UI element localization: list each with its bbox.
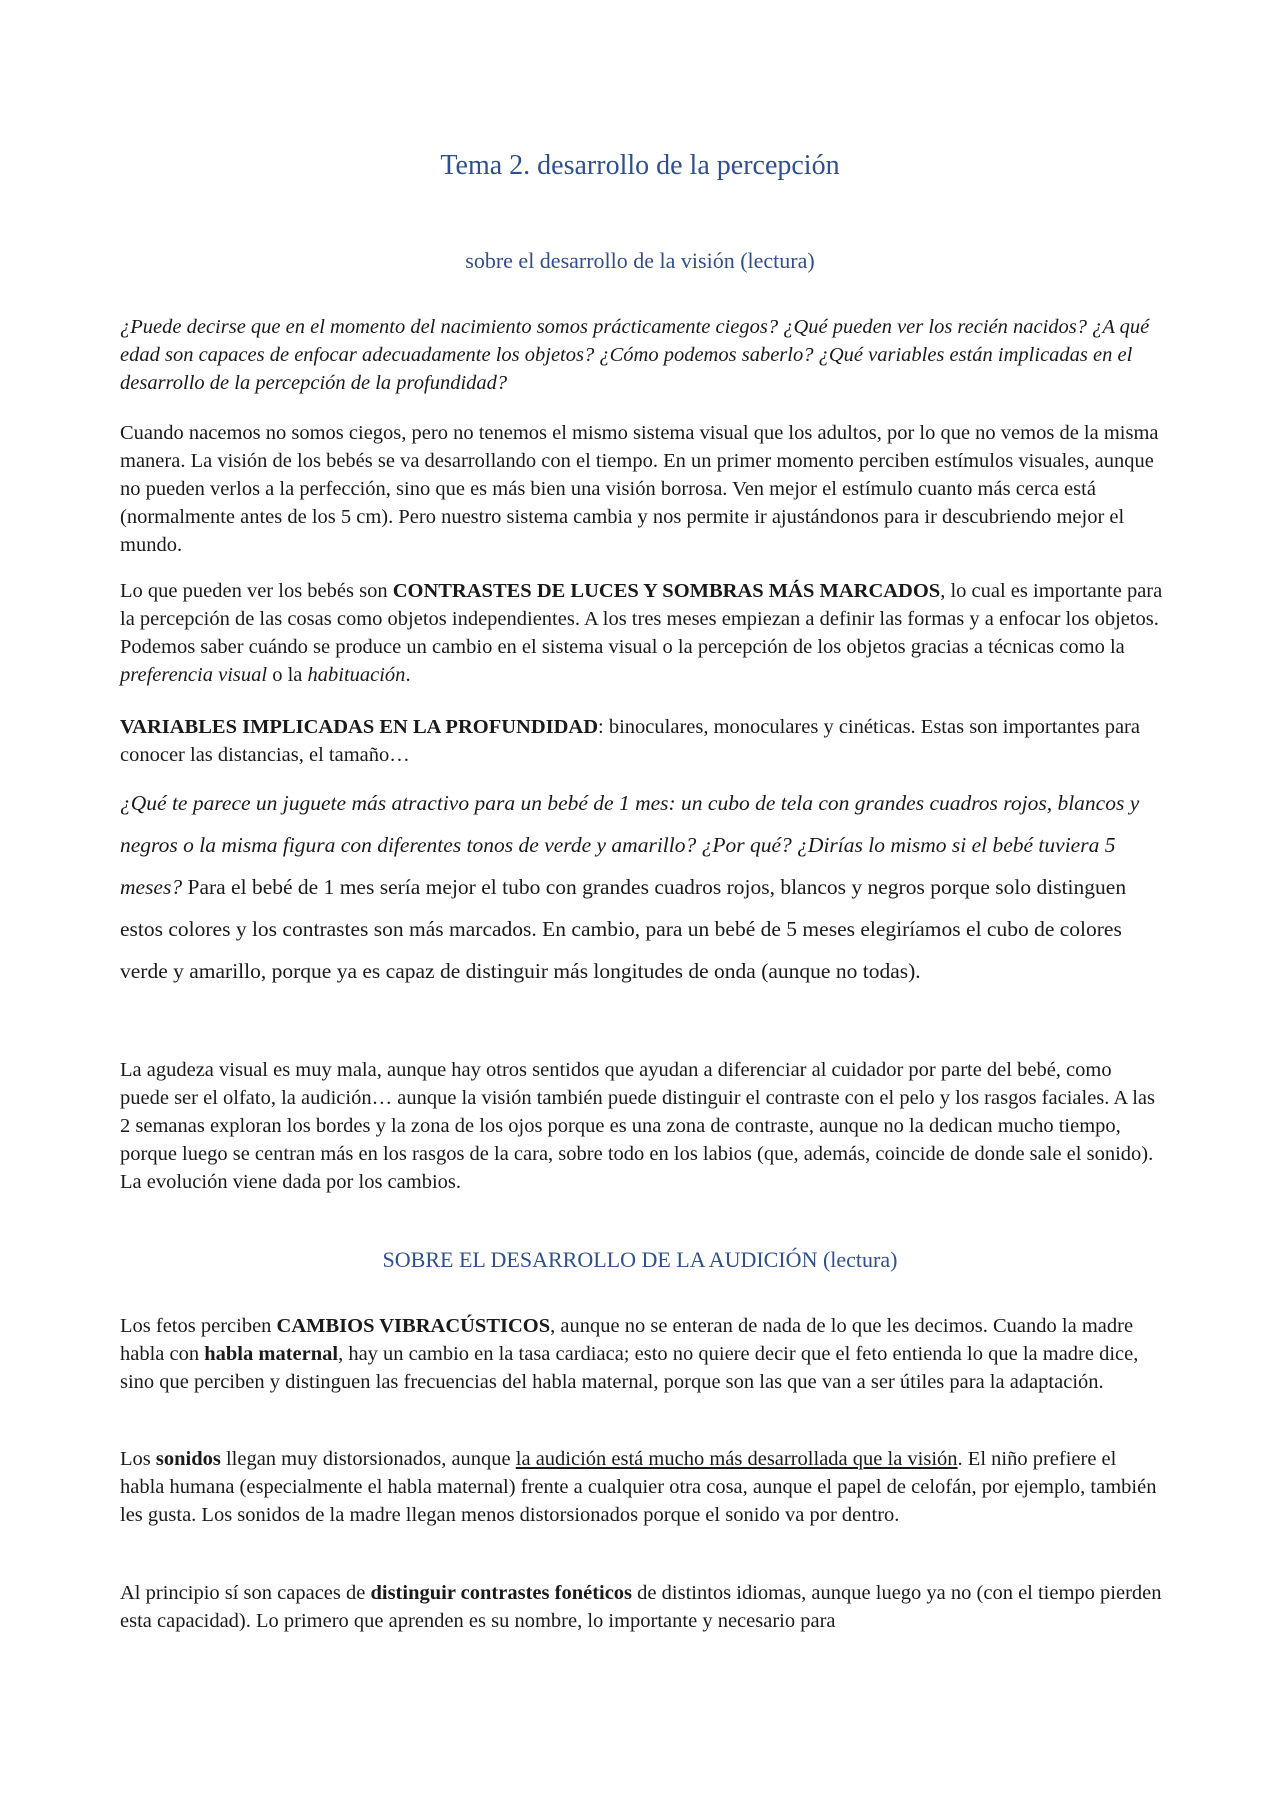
- text-run: o la: [267, 664, 308, 686]
- text-run: , aunque no se enteran de nada de lo que les decimos. Cuando la madre habla con: [120, 1315, 1134, 1365]
- text-run: : binoculares, monoculares y cinéticas. Estas son importantes para conocer las distancias, el tamaño…: [120, 716, 1140, 766]
- answer-text: Para el bebé de 1 mes sería mejor el tubo con grandes cuadros rojos, blancos y negros porque solo distinguen estos colores y los contrastes son más marcados. En cambio, para un bebé de 5 meses elegiríamos el cubo de colores verde y amarillo, porque ya es capaz de distinguir más longitudes de onda (aunque no todas).: [120, 875, 1127, 983]
- text-run: , lo cual es importante para la percepción de las cosas como objetos independientes. A los tres meses empiezan a definir las formas y a enfocar los objetos. Podemos saber cuándo se produce un cambio en el sistema visual o la percepción de los objetos gracias a técnicas como la: [120, 580, 1163, 658]
- bold-text: CAMBIOS VIBRACÚSTICOS: [276, 1315, 551, 1337]
- italic-text: habituación: [307, 664, 406, 686]
- section-heading-vision: sobre el desarrollo de la visión (lectura): [465, 248, 815, 273]
- underlined-text: la audición está mucho más desarrollada que la visión: [515, 1448, 958, 1470]
- text-run: Lo que pueden ver los bebés son: [120, 580, 393, 602]
- document-title: Tema 2. desarrollo de la percepción: [440, 150, 840, 181]
- audition-paragraph-2: [120, 1445, 1165, 1529]
- audition-paragraph-3: [120, 1579, 1165, 1635]
- vision-paragraph-1: Cuando nacemos no somos ciegos, pero no tenemos el mismo sistema visual que los adultos, por lo que no vemos de la misma manera. La visión de los bebés se va desarrollando con el tiempo. En un primer momento perciben estímulos visuales, aunque no pueden verlos a la perfección, sino que es más bien una visión borrosa. Ven mejor el estímulo cuanto más cerca está (normalmente antes de los 5 cm). Pero nuestro sistema cambia y nos permite ir ajustándonos para ir descubriendo mejor el mundo.: [120, 422, 1159, 556]
- text-run: Los fetos perciben: [120, 1315, 277, 1337]
- vision-questions: ¿Puede decirse que en el momento del nacimiento somos prácticamente ciegos? ¿Qué pueden ver los recién nacidos? ¿A qué edad son capaces de enfocar adecuadamente los objetos? ¿Cómo podemos saberlo? ¿Qué variables están implicadas en el desarrollo de la percepción de la profundidad?: [120, 316, 1150, 394]
- bold-text: distinguir contrastes fonéticos: [370, 1582, 633, 1604]
- bold-text: habla maternal: [204, 1343, 339, 1365]
- section-heading-audition: SOBRE EL DESARROLLO DE LA AUDICIÓN (lectura): [382, 1247, 898, 1272]
- vision-paragraph-5: La agudeza visual es muy mala, aunque hay otros sentidos que ayudan a diferenciar al cuidador por parte del bebé, como puede ser el olfato, la audición… aunque la visión también puede distinguir el contraste con el pelo y los rasgos faciales. A las 2 semanas exploran los bordes y la zona de los ojos porque es una zona de contraste, aunque no la dedican mucho tiempo, porque luego se centran más en los rasgos de la cara, sobre todo en los labios (que, además, coincide de donde sale el sonido). La evolución viene dada por los cambios.: [120, 1059, 1155, 1193]
- vision-paragraph-3: [120, 713, 1165, 769]
- text-run: . El niño prefiere el habla humana (especialmente el habla maternal) frente a cualquier otra cosa, aunque el papel de celofán, por ejemplo, también les gusta. Los sonidos de la madre llegan menos distorsionados porque el sonido va por dentro.: [120, 1448, 1157, 1526]
- italic-text: preferencia visual: [120, 664, 268, 686]
- bold-text: VARIABLES IMPLICADAS EN LA PROFUNDIDAD: [120, 716, 599, 738]
- text-run: de distintos idiomas, aunque luego ya no (con el tiempo pierden esta capacidad). Lo primero que aprenden es su nombre, lo importante y necesario para: [120, 1582, 1162, 1632]
- italic-question: ¿Qué te parece un juguete más atractivo para un bebé de 1 mes: un cubo de tela con grandes cuadros rojos, blancos y negros o la misma figura con diferentes tonos de verde y amarillo? ¿Por qué? ¿Dirías lo mismo si el bebé tuviera 5 meses?: [120, 791, 1140, 899]
- bold-text: sonidos: [155, 1448, 221, 1470]
- text-run: Los: [120, 1448, 156, 1470]
- text-run: Al principio sí son capaces de: [120, 1582, 371, 1604]
- bold-text: CONTRASTES DE LUCES Y SOMBRAS MÁS MARCADOS: [392, 580, 941, 602]
- text-run: llegan muy distorsionados, aunque: [220, 1448, 516, 1470]
- vision-paragraph-2: [120, 577, 1165, 689]
- text-run: , hay un cambio en la tasa cardiaca; esto no quiere decir que el feto entienda lo que la madre dice, sino que perciben y distinguen las frecuencias del habla maternal, porque son las que van a ser útiles para la adaptación.: [120, 1343, 1139, 1393]
- text-run: .: [405, 664, 411, 686]
- audition-paragraph-1: [120, 1312, 1165, 1396]
- vision-paragraph-4: [120, 782, 1165, 992]
